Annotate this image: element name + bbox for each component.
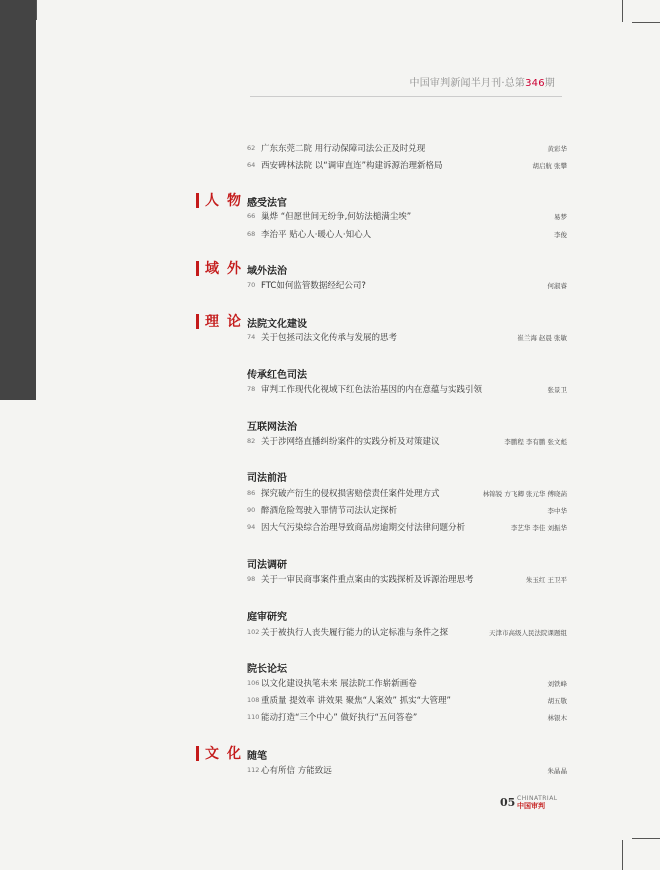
- section-label: [196, 190, 249, 210]
- page-number: 74: [247, 333, 256, 341]
- article-title: 关于一审民商事案件重点案由的实践探析及诉源治理思考: [261, 575, 474, 585]
- section-name: 理论: [205, 314, 249, 330]
- page-number: 102: [247, 628, 260, 636]
- section-label: [196, 311, 249, 331]
- article-title: 西安碑林法院 以“调审直连”构建诉源治理新格局: [261, 161, 443, 171]
- section-name: 文化: [205, 746, 249, 762]
- article-title: 巢烨 “但愿世间无纷争,何妨法槌满尘埃”: [261, 212, 412, 222]
- article-title: 以文化建设执笔未来 展法院工作崭新画卷: [261, 679, 417, 689]
- toc-entry[interactable]: [247, 435, 567, 449]
- page-number: 78: [247, 385, 256, 393]
- toc-entry[interactable]: [247, 210, 567, 224]
- page-number: 108: [247, 696, 260, 704]
- issue-number: 346: [525, 78, 545, 89]
- article-author: 张景卫: [547, 386, 567, 394]
- toc-entry[interactable]: [247, 677, 567, 691]
- subsection-title: 庭审研究: [247, 612, 287, 623]
- page-number: 66: [247, 212, 256, 220]
- toc-entry[interactable]: [247, 711, 567, 725]
- article-title: FTC如何监管数据经纪公司?: [261, 281, 366, 291]
- subsection-title: 司法调研: [247, 560, 287, 571]
- subsection-title: 互联网法治: [247, 422, 297, 433]
- article-author: 朱晶晶: [547, 767, 567, 775]
- page-number: 90: [247, 506, 256, 514]
- article-author: 黄彩华: [547, 145, 567, 153]
- toc-entry[interactable]: [247, 521, 567, 535]
- article-title: 探究破产衍生的侵权损害赔偿责任案件处理方式: [261, 489, 440, 499]
- section-name: 域外: [205, 261, 249, 277]
- article-title: 关于涉网络直播纠纷案件的实践分析及对策建议: [261, 437, 440, 447]
- magazine-logo: [517, 795, 563, 811]
- toc-entry[interactable]: [247, 504, 567, 518]
- section-label: [196, 743, 249, 763]
- article-title: 因大气污染综合治理导致商品房逾期交付法律问题分析: [261, 523, 466, 533]
- toc-entry[interactable]: [247, 383, 567, 397]
- toc-entry[interactable]: [247, 228, 567, 242]
- toc-entry[interactable]: [247, 573, 567, 587]
- subsection-title: 传承红色司法: [247, 370, 307, 381]
- subsection-title: 随笔: [247, 751, 267, 762]
- article-author: 天津市高级人民法院课题组: [489, 629, 567, 637]
- article-author: 李艺华 李佳 刘振华: [510, 524, 567, 532]
- article-author: 何淑睿: [547, 282, 567, 290]
- page-number: 64: [247, 161, 256, 169]
- article-author: 胡五敬: [547, 697, 567, 705]
- section-marker: [196, 193, 199, 208]
- brand-english: CHINATRIAL: [517, 795, 558, 802]
- article-title: 广东东莞二院 用行动保障司法公正及时兑现: [261, 144, 426, 154]
- article-author: 李鹏程 李有鹏 张文彪: [504, 438, 567, 446]
- article-author: 易梦: [554, 213, 567, 221]
- toc-entry[interactable]: [247, 626, 567, 640]
- article-title: 关于被执行人丧失履行能力的认定标准与条件之探: [261, 628, 449, 638]
- section-marker: [196, 261, 199, 276]
- article-author: 林银木: [547, 714, 567, 722]
- article-title: 能动打造“三个中心” 做好执行“五问答卷”: [261, 713, 418, 723]
- brand-chinese: 中国审判: [517, 802, 545, 810]
- toc-entry[interactable]: [247, 764, 567, 778]
- page-number: 98: [247, 575, 256, 583]
- toc-entry[interactable]: [247, 694, 567, 708]
- page-number: 94: [247, 523, 256, 531]
- subsection-title: 院长论坛: [247, 664, 287, 675]
- section-marker: [196, 314, 199, 329]
- section-marker: [196, 746, 199, 761]
- page-number: 68: [247, 230, 256, 238]
- page-number-footer: 05: [500, 796, 516, 809]
- article-author: 刘铁峰: [547, 680, 567, 688]
- article-title: 李治平 贴心人·暖心人·知心人: [261, 230, 372, 240]
- page-number: 82: [247, 437, 256, 445]
- article-author: 崔兰海 赵晨 张敏: [517, 334, 567, 342]
- header-suffix: 期: [544, 78, 555, 89]
- article-author: 胡启航 张攀: [532, 162, 567, 170]
- page-number: 106: [247, 679, 260, 687]
- article-author: 林锦锐 方飞卿 张元华 傅晓菡: [482, 490, 567, 498]
- page-number: 112: [247, 766, 260, 774]
- page-number: 70: [247, 281, 256, 289]
- article-title: 关于包拯司法文化传承与发展的思考: [261, 333, 398, 343]
- article-title: 审判工作现代化视域下红色法治基因的内在意蕴与实践引领: [261, 385, 483, 395]
- subsection-title: 域外法治: [247, 266, 287, 277]
- article-title: 重质量 提效率 讲效果 聚焦“人案效” 抓实“大管理”: [261, 696, 451, 706]
- article-title: 心有所信 方能致远: [261, 766, 332, 776]
- article-author: 朱玉红 王卫平: [525, 576, 567, 584]
- page-number: 110: [247, 713, 260, 721]
- page-number: 62: [247, 144, 256, 152]
- page-number: 86: [247, 489, 256, 497]
- article-title: 醉酒危险驾驶入罪情节司法认定探析: [261, 506, 398, 516]
- section-label: [196, 258, 249, 278]
- article-author: 李俊: [554, 231, 567, 239]
- header-prefix: 中国审判新闻半月刊·总第: [409, 78, 526, 89]
- toc-entry[interactable]: [247, 331, 567, 345]
- subsection-title: 司法前沿: [247, 473, 287, 484]
- toc-entry[interactable]: [247, 142, 567, 156]
- toc-entry[interactable]: [247, 279, 567, 293]
- subsection-title: 感受法官: [247, 198, 287, 209]
- toc-entry[interactable]: [247, 159, 567, 173]
- article-author: 李中华: [547, 507, 567, 515]
- subsection-title: 法院文化建设: [247, 319, 307, 330]
- toc-entry[interactable]: [247, 487, 567, 501]
- section-name: 人物: [205, 193, 249, 209]
